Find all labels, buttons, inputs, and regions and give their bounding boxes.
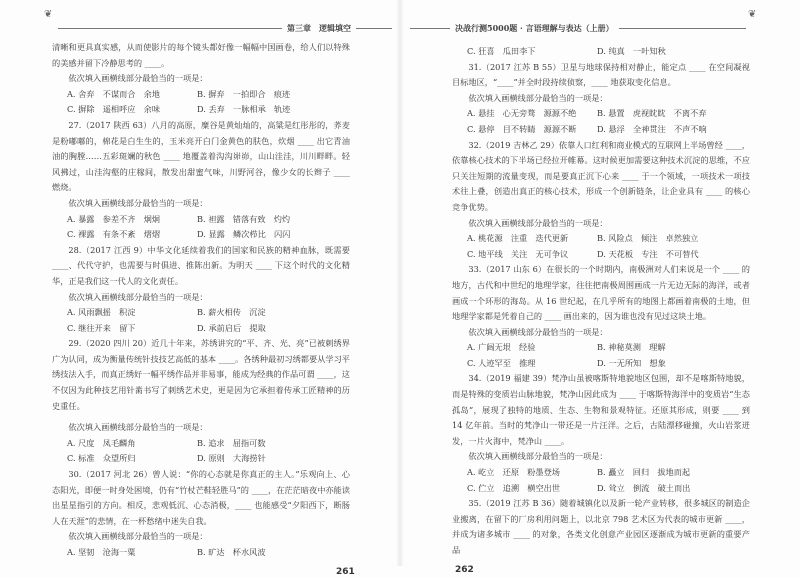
question-prompt: 依次填入画横线部分最恰当的一项是： — [468, 451, 608, 462]
header-rule — [356, 28, 392, 29]
answer-options-row — [452, 106, 750, 122]
question-prompt: 依次填入画横线部分最恰当的一项是： — [68, 422, 208, 433]
answer-option: B. 悬置 虎视眈眈 不离不弃 — [597, 108, 707, 119]
answer-options-row — [52, 436, 350, 452]
header-rule — [619, 28, 746, 29]
answer-option: C. 标准 众望所归 — [67, 453, 136, 464]
sprout-ornament-icon: ❦ — [748, 9, 757, 20]
left-page-header — [58, 22, 392, 34]
answer-option: B. 矗立 回归 拔地而起 — [597, 467, 691, 478]
answer-option: A. 尺度 凤毛麟角 — [67, 437, 136, 448]
answer-option: A. 桃花源 注重 迭代更新 — [467, 233, 569, 244]
answer-option: D. 承前启后 提取 — [197, 322, 266, 333]
left-page-body — [52, 40, 350, 561]
question-prompt: 依次填入画横线部分最恰当的一项是： — [68, 291, 208, 302]
page-number-left: 261 — [336, 567, 355, 577]
answer-option: C. 狂喜 瓜田李下 — [467, 46, 536, 56]
answer-option: D. 一无所知 想象 — [597, 357, 666, 368]
question-stem: 27.（2017 陕西 63）八月的高原，糜谷是黄灿灿的，高粱是红彤彤的，荞麦是粉嘟嘟的，棉花是白生生的，玉米亮开白门金黄色的肤色，炊烟 ____ 出它青油油的胸膛……五彩斑斓的秋色 ____ 地覆盖着沟沟峁峁，山山洼洼，川川畔畔。轻风拂过，山洼沟壑的庄稼间，散发出甜蜜气味，川野河谷，像少女的长辫子 ____ 燃烧。 — [52, 119, 350, 193]
right-page-header — [410, 22, 746, 34]
answer-option: A. 风雨飘摇 积淀 — [67, 307, 136, 318]
answer-options-row — [452, 122, 750, 138]
question-stem: 33.（2017 山东 6）在很长的一个时期内，南极洲对人们来说是一个 ____ 的地方，古代和中世纪的地理学家，往往把南极周围画成一片无边无际的海洋，或者画成一个环形的海岛。从 16 世纪起，在几乎所有的地图上都画着南极的土地，但地理学家都是凭着自己的 ____ 画出来的，因为谁也没有见过这块土地。 — [452, 264, 750, 322]
header-rule — [58, 28, 282, 29]
answer-option: C. 伫立 追溯 横空出世 — [467, 482, 561, 493]
answer-option: C. 悬停 目不转睛 源源不断 — [467, 123, 577, 134]
answer-options-row — [452, 44, 750, 60]
answer-option: D. 纯真 一叶知秋 — [597, 46, 666, 56]
answer-options-row — [452, 481, 750, 497]
question-stem: 29.（2020 四川 20）近几十年来，苏绣讲究的“平、齐、光、亮”已被刺绣界广为认同，成为衡量传统针技技艺高低的基本 ____。各绣种最初习绣都要从学习平绣技法入手，而真正绣好一幅平绣作品并非易事，能成为经典的作品可谓 ____，这不仅因为此种技艺用针黹书写了刺绣艺术史，更是因为它承担着传承工匠精神的历史重任。 — [52, 338, 350, 411]
question-prompt: 依次填入画横线部分最恰当的一项是： — [68, 197, 208, 208]
question-prompt: 依次填入画横线部分最恰当的一项是： — [68, 531, 208, 542]
answer-option: B. 摒弃 一拍即合 痕迹 — [197, 88, 291, 99]
answer-option: B. 追求 屈指可数 — [197, 437, 266, 448]
answer-option: D. 天花板 专注 不可替代 — [597, 248, 699, 259]
answer-option: D. 丢弃 一脉相承 轨迹 — [197, 104, 291, 115]
answer-option: B. 风险点 倾注 卓然独立 — [597, 233, 699, 244]
question-stem: 34.（2019 福建 39）梵净山虽被喀斯特地貌地区包围，却不是喀斯特地貌，而是特殊的变质岩山脉地貌，梵净山因此成为 ____ 于喀斯特海洋中的变质岩“生态孤岛”，展现了独特的地质、生态、生物和景观特征。还原其形成，则要 ____ 到 14 亿年前。当时的梵净山一带还是一片汪洋。之后，古陆漂移碰撞，火山岩浆迸发，一片火海中，梵净山 ____。 — [452, 373, 750, 446]
answer-option: D. 耸立 倒流 破土而出 — [597, 482, 691, 493]
continued-text: 清晰和更具真实感，从而使影片的每个镜头都好像一幅幅中国画卷，给人们以特殊的美感并留下冷静思考的 ____。 — [52, 42, 350, 68]
book-gutter — [396, 0, 404, 566]
answer-option: D. 原则 大海捞针 — [197, 453, 266, 464]
answer-options-row — [52, 87, 350, 103]
question-stem: 30.（2017 河北 26）曾人说：“你的心态就是你真正的主人。”乐观向上、心态阳光，即便一时身处困境，仍有“竹杖芒鞋轻胜马”的 ____，在茫茫暗夜中亦能读出星星指引的方向。相反，悲观低沉、心态消极，____ 也能感受“夕阳西下，断肠人在天涯”的悲情，在一杯愁绪中迷失自我。 — [52, 469, 350, 526]
question-stem: 35.（2019 江苏 B 36）随着城镇化以及新一轮产业转移，很多城区的制造企业搬离，在留下的厂房利用问题上，以北京 798 艺术区为代表的城市更新 ____，并成为诸多城市 ____ 的对象，各类文化创意产业园区逐渐成为城市更新的重要产品 — [452, 498, 750, 555]
answer-options-row — [52, 321, 350, 337]
question-prompt: 依次填入画横线部分最恰当的一项是： — [68, 73, 208, 84]
answer-options-row — [52, 545, 350, 561]
answer-option: A. 坚韧 沧海一粟 — [67, 547, 136, 557]
answer-options-row — [52, 212, 350, 228]
sprout-ornament-icon: ❦ — [44, 9, 53, 20]
answer-option: A. 广阔无垠 经验 — [467, 342, 536, 353]
question-prompt: 依次填入画横线部分最恰当的一项是： — [468, 92, 608, 103]
answer-options-row — [52, 451, 350, 467]
question-prompt: 依次填入画横线部分最恰当的一项是： — [468, 217, 608, 228]
question-stem: 28.（2017 江西 9）中华文化延续着我们的国家和民族的精神血脉，既需要 ____、代代守护，也需要与时俱进、推陈出新。为明天 ____ 下这个时代的文化精华，正是我们这一代人的文化责任。 — [52, 244, 350, 286]
answer-options-row — [52, 102, 350, 118]
answer-options-row — [452, 340, 750, 356]
answer-option: B. 薪火相传 沉淀 — [197, 307, 266, 318]
answer-option: C. 裸露 有条不紊 熠熠 — [67, 229, 161, 240]
answer-option: C. 人迹罕至 推理 — [467, 357, 536, 368]
answer-option: B. 袒露 错落有致 灼灼 — [197, 213, 291, 224]
answer-options-row — [452, 356, 750, 372]
page-number-right: 262 — [455, 565, 474, 575]
chapter-title: 第三章 逻辑填空 — [287, 22, 351, 33]
book-title: 决战行测5000题 · 言语理解与表达（上册） — [455, 22, 614, 33]
answer-option: A. 暴露 参差不齐 炯炯 — [67, 213, 160, 224]
question-prompt: 依次填入画横线部分最恰当的一项是： — [468, 326, 608, 337]
answer-option: A. 舍弃 不谋而合 余地 — [67, 88, 160, 99]
answer-option: C. 摒除 遥相呼应 余味 — [67, 104, 161, 115]
answer-option: A. 悬挂 心无旁骛 源源不绝 — [467, 108, 577, 119]
answer-option: D. 悬浮 全神贯注 不声不响 — [597, 123, 707, 134]
answer-options-row — [452, 247, 750, 263]
answer-option: C. 继往开来 留下 — [67, 322, 136, 333]
header-rule — [410, 28, 450, 29]
answer-options-row — [452, 231, 750, 247]
answer-option: D. 显露 鳞次栉比 闪闪 — [197, 229, 291, 240]
right-page-body — [452, 44, 750, 559]
answer-option: A. 屹立 还原 粉墨登场 — [467, 467, 560, 478]
answer-option: C. 地平线 关注 无可争议 — [467, 248, 569, 259]
answer-option: B. 神秘莫测 理解 — [597, 342, 666, 353]
question-stem: 32.（2019 吉林乙 29）依靠人口红利和商业模式的互联网上半场曾经 ____，依靠核心技术的下半场已经拉开帷幕。这时候更加需要这种技术沉淀的思维，不应只关注短期的流量变现，而是要真正沉下心来 ____ 于一个领域，一项技术一项技术往上叠，创造出真正的核心技术，形成一个创新链条，让企业具有 ____ 的核心竞争优势。 — [452, 139, 750, 212]
answer-options-row — [52, 305, 350, 321]
question-stem: 31.（2017 江苏 B 55）卫星与地球保持相对静止，能定点 ____ 在空间凝视目标地区，“____”并全时段持续侦察，____ 地获取变化信息。 — [452, 61, 750, 88]
answer-options-row — [52, 227, 350, 243]
answer-option: B. 旷达 杯水风波 — [197, 547, 266, 557]
answer-options-row — [452, 465, 750, 481]
